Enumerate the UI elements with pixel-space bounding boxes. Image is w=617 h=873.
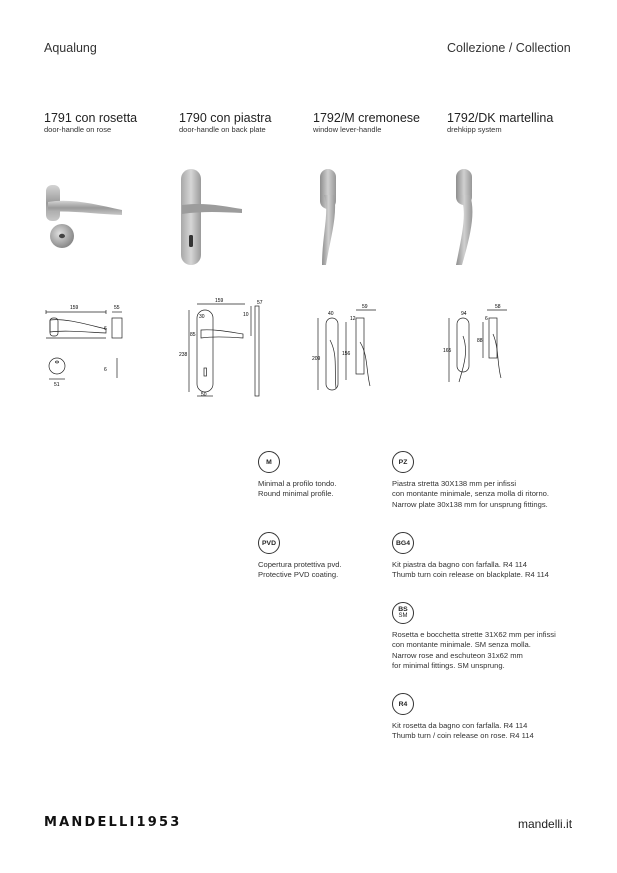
option-line: Minimal a profilo tondo. — [258, 479, 337, 488]
dim-label: 94 — [461, 311, 467, 317]
dim-label: 10 — [243, 312, 249, 318]
product-desc: door-handle on back plate — [179, 125, 266, 134]
badge-m-icon — [258, 451, 280, 473]
product-image-1792m — [312, 165, 362, 270]
dim-label: 85 — [190, 332, 196, 338]
dim-label: 30 — [199, 314, 205, 320]
option-line: con montante minimale, senza molla di ritorno. — [392, 489, 550, 499]
dim-label: 209 — [312, 356, 321, 362]
dim-label: 50 — [201, 392, 207, 398]
dim-label: 238 — [179, 352, 188, 358]
option-line: Kit rosetta da bagno con farfalla. R4 114 — [392, 721, 528, 730]
dim-label: 40 — [328, 311, 334, 317]
product-desc: drehkipp system — [447, 125, 502, 134]
option-line: Thumb turn coin release on blackplate. R4 114 — [392, 570, 549, 580]
option-line: Piastra stretta 30X138 mm per infissi — [392, 479, 517, 488]
dim-label: 6 — [104, 367, 107, 373]
technical-drawing-1790 — [175, 296, 270, 401]
dim-label: 58 — [495, 304, 501, 310]
dim-label: 88 — [477, 338, 483, 344]
option-line: Round minimal profile. — [258, 489, 334, 499]
dim-label: 159 — [215, 298, 224, 304]
product-code: 1790 con piastra — [179, 111, 272, 125]
option-line: con montante minimale. SM senza molla. — [392, 640, 531, 650]
option-line: Narrow plate 30x138 mm for unsprung fittings. — [392, 499, 548, 509]
product-code: 1792/M cremonese — [313, 111, 421, 125]
brand-logo: MANDELLI1953 — [44, 815, 182, 830]
dim-label: 55 — [114, 305, 120, 311]
product-1791 — [44, 111, 137, 134]
technical-drawing-1791 — [40, 296, 130, 391]
product-1790 — [179, 111, 271, 134]
option-m-text — [258, 479, 337, 500]
option-pvd-text — [258, 560, 342, 581]
product-code: 1791 con rosetta — [44, 111, 138, 125]
badge-sublabel: SM — [398, 613, 408, 619]
product-image-1791 — [40, 180, 140, 250]
product-image-1792dk — [444, 165, 494, 270]
series-title: Aqualung — [44, 41, 97, 55]
option-bg4-text — [392, 560, 549, 581]
option-r4-text — [392, 721, 534, 742]
dim-label: 156 — [342, 351, 351, 357]
product-code: 1792/DK martellina — [447, 111, 554, 125]
dim-label: 6 — [485, 316, 488, 322]
technical-drawing-1792dk — [441, 300, 521, 395]
dim-label: 159 — [70, 305, 79, 311]
dim-label: 59 — [362, 304, 368, 310]
dim-label: 12 — [350, 316, 356, 322]
option-line: Rosetta e bocchetta strette 31X62 mm per infissi — [392, 630, 556, 639]
option-line: Kit piastra da bagno con farfalla. R4 114 — [392, 560, 527, 569]
product-desc: door-handle on rose — [44, 125, 112, 134]
option-line: Thumb turn / coin release on rose. R4 114 — [392, 731, 534, 741]
dim-label: 6 — [104, 326, 107, 332]
dim-label: 165 — [443, 348, 452, 354]
option-line: for minimal fittings. SM unsprung. — [392, 661, 505, 671]
badge-label: PVD — [262, 539, 276, 547]
badge-pz-icon — [392, 451, 414, 473]
dim-label: 57 — [257, 300, 263, 306]
badge-pvd-icon — [258, 532, 280, 554]
badge-bg4-icon — [392, 532, 414, 554]
badge-label: BG4 — [396, 539, 410, 547]
option-line: Copertura protettiva pvd. — [258, 560, 342, 569]
badge-label: R4 — [398, 700, 408, 708]
dim-label: 51 — [54, 382, 60, 388]
option-pz-text — [392, 479, 549, 510]
product-image-1790 — [176, 165, 266, 270]
badge-label: BS — [398, 606, 408, 613]
website-link[interactable]: mandelli.it — [518, 817, 573, 831]
technical-drawing-1792m — [308, 300, 393, 395]
product-1792m — [313, 111, 420, 134]
product-desc: window lever-handle — [313, 125, 382, 134]
product-1792dk — [447, 111, 553, 134]
badge-label: PZ — [398, 458, 408, 466]
badge-label: M — [266, 458, 272, 466]
option-bs-text — [392, 630, 556, 672]
option-line: Narrow rose and eschuteon 31x62 mm — [392, 650, 523, 660]
option-line: Protective PVD coating. — [258, 570, 339, 580]
section-title: Collezione / Collection — [447, 41, 571, 55]
badge-bs-sm-icon — [392, 602, 414, 624]
badge-r4-icon — [392, 693, 414, 715]
